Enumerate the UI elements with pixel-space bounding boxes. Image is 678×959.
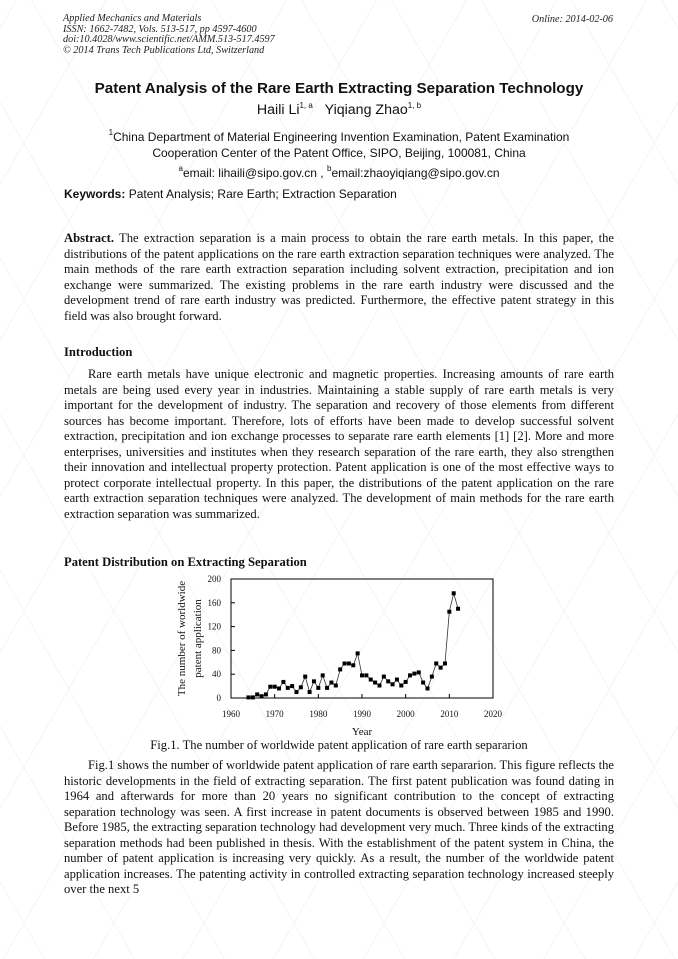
data-point-marker xyxy=(277,686,281,690)
data-point-marker xyxy=(295,690,299,694)
author-sup: 1, a xyxy=(299,101,313,110)
data-point-marker xyxy=(447,610,451,614)
x-tick-label: 2000 xyxy=(396,709,415,719)
x-tick-label: 2020 xyxy=(484,709,502,719)
data-point-marker xyxy=(426,686,430,690)
data-point-marker xyxy=(421,681,425,685)
x-tick-label: 2010 xyxy=(440,709,459,719)
x-tick-label: 1970 xyxy=(265,709,284,719)
abstract-label: Abstract. xyxy=(64,231,115,245)
affiliation-line-1: China Department of Material Engineering Invention Examination, Patent Examination xyxy=(113,130,570,144)
patent-chart xyxy=(170,570,510,740)
author-name: Haili Li xyxy=(256,102,300,118)
data-point-marker xyxy=(246,695,250,699)
data-point-marker xyxy=(417,670,421,674)
data-point-marker xyxy=(373,681,377,685)
x-tick-label: 1980 xyxy=(309,709,328,719)
journal-name: Applied Mechanics and Materials xyxy=(63,13,202,24)
y-tick-label: 200 xyxy=(207,574,221,584)
data-point-marker xyxy=(456,607,460,611)
data-point-marker xyxy=(430,675,434,679)
data-point-marker xyxy=(356,651,360,655)
x-axis-label: Year xyxy=(351,726,373,738)
journal-header xyxy=(63,14,275,56)
data-point-marker xyxy=(281,680,285,684)
data-point-marker xyxy=(312,679,316,683)
data-point-marker xyxy=(439,666,443,670)
y-axis-label-line-1: The number of worldwide xyxy=(176,580,188,697)
introduction-heading: Introduction xyxy=(64,345,133,359)
y-tick-label: 40 xyxy=(212,669,221,680)
figure-caption: Fig.1. The number of worldwide patent application of rare earth separarion xyxy=(150,738,528,752)
data-point-marker xyxy=(329,681,333,685)
keywords-label: Keywords: xyxy=(64,187,126,201)
data-point-marker xyxy=(255,692,259,696)
online-date: Online: 2014-02-06 xyxy=(531,14,613,25)
abstract xyxy=(64,231,614,324)
data-point-marker xyxy=(273,685,277,689)
data-point-marker xyxy=(382,675,386,679)
keywords-text: Patent Analysis; Rare Earth; Extraction Separation xyxy=(125,187,397,201)
author-name: Yiqiang Zhao xyxy=(324,102,408,118)
author-sup: 1, b xyxy=(407,101,422,110)
affiliation xyxy=(0,130,678,161)
data-point-marker xyxy=(443,661,447,665)
data-point-marker xyxy=(399,684,403,688)
email-sup-b: b xyxy=(326,164,332,173)
email-b[interactable]: email:zhaoyiqiang@sipo.gov.cn xyxy=(331,166,500,180)
data-point-marker xyxy=(268,685,272,689)
affiliation-line-2: Cooperation Center of the Patent Office, SIPO, Beijing, 100081, China xyxy=(152,145,526,160)
data-point-marker xyxy=(377,684,381,688)
y-tick-label: 80 xyxy=(212,645,221,656)
author-emails xyxy=(0,166,678,180)
data-point-marker xyxy=(369,678,373,682)
data-point-marker xyxy=(325,686,329,690)
plot-frame xyxy=(231,579,493,698)
y-tick-label: 120 xyxy=(207,621,221,632)
y-tick-label: 160 xyxy=(207,597,221,608)
x-tick-label: 1990 xyxy=(353,709,371,719)
data-point-marker xyxy=(386,679,390,683)
x-tick-label: 1960 xyxy=(222,709,240,719)
data-point-marker xyxy=(343,661,347,665)
author-line xyxy=(0,102,678,118)
data-line xyxy=(249,593,459,697)
data-point-marker xyxy=(290,684,294,688)
data-point-marker xyxy=(391,682,395,686)
data-point-marker xyxy=(395,678,399,682)
data-point-marker xyxy=(299,685,303,689)
data-point-marker xyxy=(303,675,307,679)
data-point-marker xyxy=(408,673,412,677)
data-point-marker xyxy=(251,695,255,699)
abstract-text: The extraction separation is a main process to obtain the rare earth metals. In this paper, the distributions of the patent applications on the rare earth extraction separation techniques were analyzed. The main methods of the rare earth extraction separation including solvent extraction, precipitation and ion exchange were summarized. The existing problems in the rare earth industry were discussed and the development trend of rare earth industry was predicted. Furthermore, the effective patent strategy in this field was also brought forward. xyxy=(64,231,614,323)
y-axis-label-line-2: patent application xyxy=(192,599,204,678)
data-point-marker xyxy=(321,673,325,677)
email-sup-a: a xyxy=(178,164,183,173)
keywords xyxy=(64,187,397,201)
data-point-marker xyxy=(286,686,290,690)
data-point-marker xyxy=(404,680,408,684)
data-point-marker xyxy=(452,591,456,595)
data-point-marker xyxy=(264,692,268,696)
copyright-line: © 2014 Trans Tech Publications Ltd, Switzerland xyxy=(63,44,265,56)
data-point-marker xyxy=(316,686,320,690)
doi-line[interactable]: doi:10.4028/www.scientific.net/AMM.513-517.4597 xyxy=(63,34,275,46)
data-point-marker xyxy=(434,661,438,665)
data-point-marker xyxy=(351,663,355,667)
introduction-text: Rare earth metals have unique electronic and magnetic properties. Increasing amounts of rare earth metals are being used every year in industries. Maintaining a stable supply of rare earth metals is very important for the development of industry. The separation and recovery of those elements from different sources has become important. Therefore, lots of efforts have been made to develop successful solvent extraction, precipitation and ion exchange processes to separate rare earth elements [1] [2]. More and more enterprises, universities and institutes when they research separation of the rare earth, they also strengthen their innovation and intellectual property protection. Patent application is one of the most effective ways to protect corporate intellectual property. In this paper, the distributions of the patent application on the rare earth extraction separation techniques were analyzed. The development of main methods for the rare earth extraction separation was summarized. xyxy=(64,367,614,521)
email-a[interactable]: email: lihaili@sipo.gov.cn , xyxy=(182,166,327,180)
data-point-marker xyxy=(334,684,338,688)
line-chart xyxy=(170,570,510,740)
data-point-marker xyxy=(260,694,264,698)
data-point-marker xyxy=(412,672,416,676)
y-tick-label: 0 xyxy=(216,693,221,703)
issn-line: ISSN: 1662-7482, Vols. 513-517, pp 4597-4600 xyxy=(63,23,257,35)
affiliation-sup: 1 xyxy=(108,128,114,137)
data-point-marker xyxy=(347,661,351,665)
data-point-marker xyxy=(364,673,368,677)
data-point-marker xyxy=(308,690,312,694)
paper-title: Patent Analysis of the Rare Earth Extracting Separation Technology xyxy=(94,80,584,97)
data-point-marker xyxy=(338,667,342,671)
distribution-heading: Patent Distribution on Extracting Separation xyxy=(64,555,307,569)
distribution-text: Fig.1 shows the number of worldwide patent application of rare earth separarion. This figure reflects the historic developments in the field of extracting separation. The first patent publication was found dating in 1964 and afterwards for more than 20 years no significant contribution to the concept of extracting separation technology was seen. A first increase in patent documents is observed between 1985 and 1990. Before 1985, the extracting separation technology had development very much. Three kinds of the extracting separation methods had been published in thesis. With the establishment of the patent system in China, the number of patent application is increasing very quickly. As a result, the number of the worldwide patent application increases. The patenting activity in controlled extracting separation technology increased steeply over the next 5 xyxy=(64,758,614,896)
data-point-marker xyxy=(360,673,364,677)
